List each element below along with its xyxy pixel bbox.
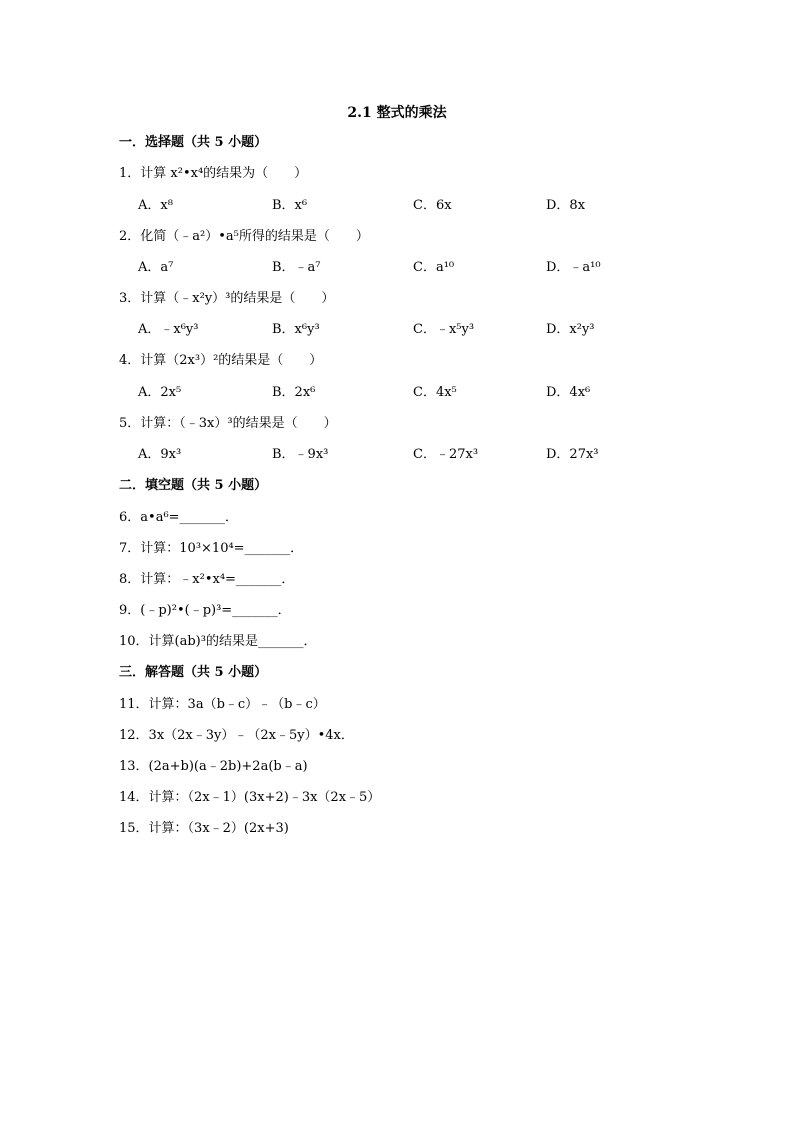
q2-option-c: C．a¹⁰ bbox=[413, 260, 455, 275]
q5-option-a: A．9x³ bbox=[138, 447, 182, 462]
q3-option-c: C．﹣x⁵y³ bbox=[413, 322, 475, 337]
section-heading-answer: 三．解答题（共 5 小题） bbox=[119, 665, 268, 680]
section-heading-fill: 二．填空题（共 5 小题） bbox=[119, 478, 268, 493]
question-4: 4．计算（2x³）²的结果是（ ） bbox=[119, 353, 323, 368]
question-12: 12．3x（2x﹣3y）﹣（2x﹣5y）•4x． bbox=[119, 728, 354, 743]
question-3: 3．计算（﹣x²y）³的结果是（ ） bbox=[119, 291, 335, 306]
q4-option-b: B．2x⁶ bbox=[272, 385, 316, 400]
q4-option-a: A．2x⁵ bbox=[138, 385, 182, 400]
question-13: 13．(2a+b)(a﹣2b)+2a(b﹣a) bbox=[119, 759, 308, 774]
q3-option-d: D．x²y³ bbox=[546, 322, 595, 337]
question-8: 8．计算：﹣x²•x⁴=_______． bbox=[119, 572, 295, 587]
q2-option-a: A．a⁷ bbox=[138, 260, 174, 275]
section-heading-choice: 一．选择题（共 5 小题） bbox=[119, 135, 268, 150]
question-14: 14．计算：（2x﹣1）(3x+2)﹣3x（2x﹣5） bbox=[119, 790, 381, 805]
q2-option-d: D．﹣a¹⁰ bbox=[546, 260, 601, 275]
question-11: 11．计算：3a（b﹣c）﹣（b﹣c） bbox=[119, 697, 326, 712]
q2-option-b: B．﹣a⁷ bbox=[272, 260, 321, 275]
q1-option-c: C．6x bbox=[413, 198, 452, 213]
question-1: 1．计算 x²•x⁴的结果为（ ） bbox=[119, 166, 308, 181]
page-title: 2.1 整式的乘法 bbox=[347, 105, 447, 121]
question-7: 7．计算：10³×10⁴=_______． bbox=[119, 541, 304, 556]
q1-option-d: D．8x bbox=[546, 198, 586, 213]
question-15: 15．计算：（3x﹣2）(2x+3) bbox=[119, 821, 289, 836]
q1-option-a: A．x⁸ bbox=[138, 198, 173, 213]
q5-option-d: D．27x³ bbox=[546, 447, 599, 462]
question-2: 2．化简（﹣a²）•a⁵所得的结果是（ ） bbox=[119, 229, 369, 244]
q1-option-b: B．x⁶ bbox=[272, 198, 308, 213]
question-10: 10．计算(ab)³的结果是_______． bbox=[119, 634, 317, 649]
q5-option-b: B．﹣9x³ bbox=[272, 447, 329, 462]
question-5: 5．计算：（﹣3x）³的结果是（ ） bbox=[119, 416, 337, 431]
q3-option-a: A．﹣x⁶y³ bbox=[138, 322, 199, 337]
question-9: 9．(﹣p)²•(﹣p)³=_______． bbox=[119, 603, 291, 618]
q3-option-b: B．x⁶y³ bbox=[272, 322, 320, 337]
q4-option-c: C．4x⁵ bbox=[413, 385, 457, 400]
q4-option-d: D．4x⁶ bbox=[546, 385, 591, 400]
q5-option-c: C．﹣27x³ bbox=[413, 447, 479, 462]
question-6: 6．a•a⁶=_______． bbox=[119, 510, 239, 525]
